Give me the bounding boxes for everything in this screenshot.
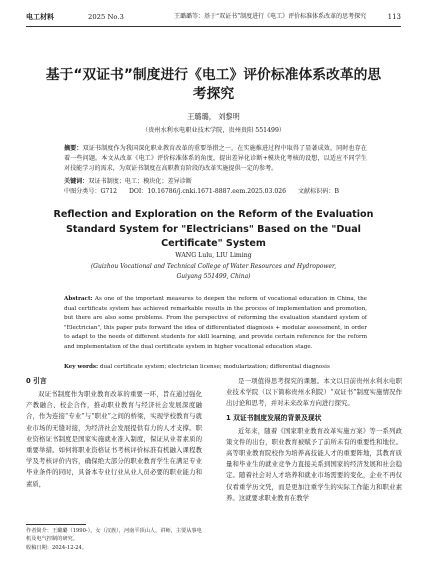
article-code: 文献标识码：B — [297, 188, 339, 195]
chinese-affiliation: （贵州水利水电职业技术学院，贵州贵阳 551499） — [141, 127, 286, 134]
english-abstract-text: As one of the important measures to deepen the reform of vocational education in China, the dual certificate system has achieved remarkable results in the process of implementation and promotion, but there are also some problems. From the perspective of reforming the evaluation standard system of "Electrician", this paper puts forward the idea of differentiated diagnosis + modular assessment, in order to adapt to the needs of different students for skill learning, and provide certain reference for the reform and implementation of the dual certificate system in higher vocational education stage. — [64, 296, 367, 350]
keywords-label: 关键词： — [64, 178, 89, 185]
issue-number: 2025 No.3 — [88, 13, 124, 21]
footnote-rule — [26, 524, 86, 525]
left-column — [26, 376, 202, 490]
header-rule — [26, 26, 401, 27]
running-header — [26, 10, 401, 24]
english-keywords-text: dual certificate system; electrician license; modularization; differential diagnosis — [98, 364, 330, 370]
chinese-abstract — [64, 144, 367, 174]
author-bio: 作者简介：王璐璐（1990-），女（汉族），河南平顶山人，讲师，主要从事电机及电气控制的研究。 — [26, 528, 202, 543]
clc-number: 中图分类号：G712 — [64, 188, 118, 195]
running-title: 王璐璐等：基于“双证书”制度进行《电工》评价标准体系改革的思考探究 — [174, 13, 367, 20]
section-1-heading: 1 双证书制度发展的背景及现状 — [226, 413, 322, 422]
journal-name: 电工材料 — [26, 13, 54, 21]
english-keywords-label: Key words: — [64, 364, 99, 370]
abstract-text: 双证书制度作为我国深化职业教育改革的重要举措之一，在实施推进过程中取得了显著成效，同时也存在着一些问题。本文从改革《电工》评价标准体系的角度，提出差异化诊断+模块化考核的设想，以适应不同学生对技能学习的需求，为双证书制度在高职教育阶段的改革实施提供一定的参考。 — [64, 145, 368, 172]
english-title: Reflection and Exploration on the Reform of the Evaluation Standard System for "Electricians" Based on the "Dual Certificate" System — [53, 209, 374, 249]
doi[interactable]: DOI：10.16786/j.cnki.1671-8887.eem.2025.03.026 — [129, 188, 286, 195]
intro-paragraph-continued: 是一项值得思考探究的课题。本文以目前贵州水利水电职业技术学院（以下简称贵州水利院）“双证书”制度实施情况作出讨论和思考，并对未来改革方向进行探究。 — [226, 377, 402, 408]
section-1-paragraph: 近年来，随着《国家职业教育改革实施方案》等一系列政策文件的出台，职业教育被赋予了前所未有的重要性和地位。高等职业教育院校作为培养高技能人才的重要阵地，其教育质量和毕业生的就业竞争力直接关系到国家的经济发展和社会稳定。随着社会对人才培养和就业市场需要的变化，企业不再仅仅看重学历文凭，而是更加注重学生的实际工作能力和职业素养。这就要求职业教育在教学 — [226, 426, 402, 502]
classification-line — [64, 187, 367, 197]
right-column — [226, 376, 402, 504]
english-abstract — [64, 295, 367, 353]
english-keywords — [64, 363, 367, 373]
keywords-text: 双证书制度；电工；模块化；差异诊断 — [88, 178, 192, 185]
abstract-label: 摘要： — [64, 145, 83, 152]
chinese-keywords — [64, 177, 367, 187]
intro-paragraph: 双证书制度作为职业教育改革的重要一环，旨在通过强化产教融合、校企合作，推动职业教育与经济社会发展深度融合，作为连接“专业”与“职业”之间的桥梁，实现学校教育与就业市场的无缝对接，为经济社会发展提供有力的人才支撑。职业资格证书制度是国家实施就业准入制度，保证从业者素质的重要举措。如何将职业资格证书考核评价标准有机融入课程教学及考核评价内容，确保绝大部分的职业教育学生在满足专业毕业条件的同时，具备本专业行业从业人员必要的职业能力和素质， — [26, 390, 202, 488]
intro-heading: 0 引言 — [26, 377, 47, 385]
page-number: 113 — [387, 13, 401, 21]
author-footnote — [26, 527, 202, 552]
english-authors: WANG Lulu, LIU Liming — [175, 252, 252, 259]
chinese-title: 基于“双证书”制度进行《电工》评价标准体系改革的思考探究 — [45, 67, 382, 102]
english-affiliation: (Guizhou Vocational and Technical College of Water Resources and Hydropower, Guiyang 551499, China) — [90, 263, 337, 280]
received-date: 收稿日期：2024-12-24。 — [26, 544, 88, 551]
english-abstract-label: Abstract: — [64, 296, 93, 302]
chinese-authors: 王璐璐， 刘黎明 — [187, 112, 240, 121]
